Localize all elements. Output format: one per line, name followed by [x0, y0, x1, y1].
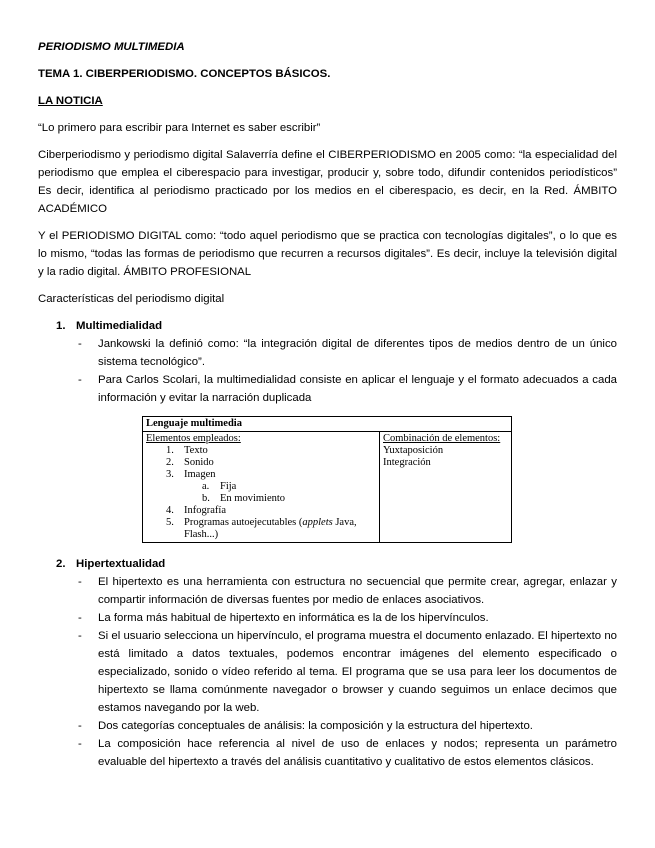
list-item: - El hipertexto es una herramienta con estructura no secuencial que permite crear, agregar, enlazar y compartir información de diversas fuentes por medio de enlaces asociativos.: [98, 573, 617, 609]
course-title: PERIODISMO MULTIMEDIA: [38, 41, 185, 53]
list-item: a. Fija: [202, 481, 237, 492]
list-item: - La forma más habitual de hipertexto en informática es la de los hipervínculos.: [98, 609, 617, 627]
list-item: - Dos categorías conceptuales de análisis: la composición y la estructura del hipertexto.: [98, 717, 617, 735]
list-item: 5. Programas autoejecutables (applets Java, Flash...): [166, 517, 357, 540]
characteristics-label: Características del periodismo digital: [38, 293, 225, 305]
section-heading-text: Multimedialidad: [76, 320, 163, 332]
section-number: 2.: [56, 558, 66, 570]
section-hipertextualidad: [38, 555, 617, 771]
list-item: 4. Infografía: [166, 505, 226, 516]
section-multimedialidad: [38, 317, 617, 407]
section-heading: [58, 555, 617, 573]
bullet-list: [58, 573, 617, 771]
paragraph-ciberperiodismo: Ciberperiodismo y periodismo digital Salaverría define el CIBERPERIODISMO en 2005 como: “la especialidad del periodismo que emplea el ciberespacio para investigar, producir y, sobre todo, difundir contenidos periodísticos” Es decir, identifica al periodismo practicado por los medios en el ciberespacio, es decir, en la Red. ÁMBITO ACADÉMICO: [38, 149, 617, 215]
list-item: 1. Texto: [166, 445, 208, 456]
list-item: Yuxtaposición: [383, 445, 444, 456]
lenguaje-multimedia-table: [142, 416, 512, 543]
list-item: Integración: [383, 457, 431, 468]
section-number: 1.: [56, 320, 66, 332]
list-item: - Para Carlos Scolari, la multimedialidad consiste en aplicar el lenguaje y el formato adecuados a cada información y evitar la narración duplicada: [98, 371, 617, 407]
sub-list: [166, 481, 376, 505]
list-item: 2. Sonido: [166, 457, 214, 468]
list-item: - Si el usuario selecciona un hipervínculo, el programa muestra el documento enlazado. El hipertexto no está limitado a datos textuales, podemos encontrar imágenes del elemento especificado o especializado, sonido o vídeo referido al tema. El programa que se usa para leer los documentos de hipertexto se llama comúnmente navegador o browser y cuando seguimos un enlace decimos que estamos navegando por la web.: [98, 627, 617, 717]
list-item: 3. Imagen: [166, 469, 216, 480]
list-item: - Jankowski la definió como: “la integración digital de diferentes tipos de medios dentro de un único sistema tecnológico”.: [98, 335, 617, 371]
section-heading-text: Hipertextualidad: [76, 558, 166, 570]
section-title: LA NOTICIA: [38, 95, 103, 107]
bullet-list: [58, 335, 617, 407]
combinations-label: Combinación de elementos:: [383, 433, 501, 444]
paragraph-periodismo-digital: Y el PERIODISMO DIGITAL como: “todo aquel periodismo que se practica con tecnologías digitales”, o lo que es lo mismo, “todas las formas de periodismo que recurren a recursos digitales”. Es decir, incluye la televisión digital y la radio digital. ÁMBITO PROFESIONAL: [38, 230, 617, 278]
table-wrapper: [142, 416, 617, 543]
table-cell-combinations: [380, 432, 512, 543]
section-heading: [58, 317, 617, 335]
list-item: - La composición hace referencia al nivel de uso de enlaces y nodos; representa un parámetro evaluable del hipertexto a través del análisis cuantitativo y cualitativo de estos elementos clásicos.: [98, 735, 617, 771]
elements-list: [146, 445, 376, 541]
table-cell-elements: [143, 432, 380, 543]
topic-title: TEMA 1. CIBERPERIODISMO. CONCEPTOS BÁSICOS.: [38, 68, 331, 80]
table-header: Lenguaje multimedia: [143, 417, 512, 432]
elements-label: Elementos empleados:: [146, 433, 241, 444]
list-item: b. En movimiento: [202, 493, 286, 504]
quote: “Lo primero para escribir para Internet es saber escribir”: [38, 122, 321, 134]
